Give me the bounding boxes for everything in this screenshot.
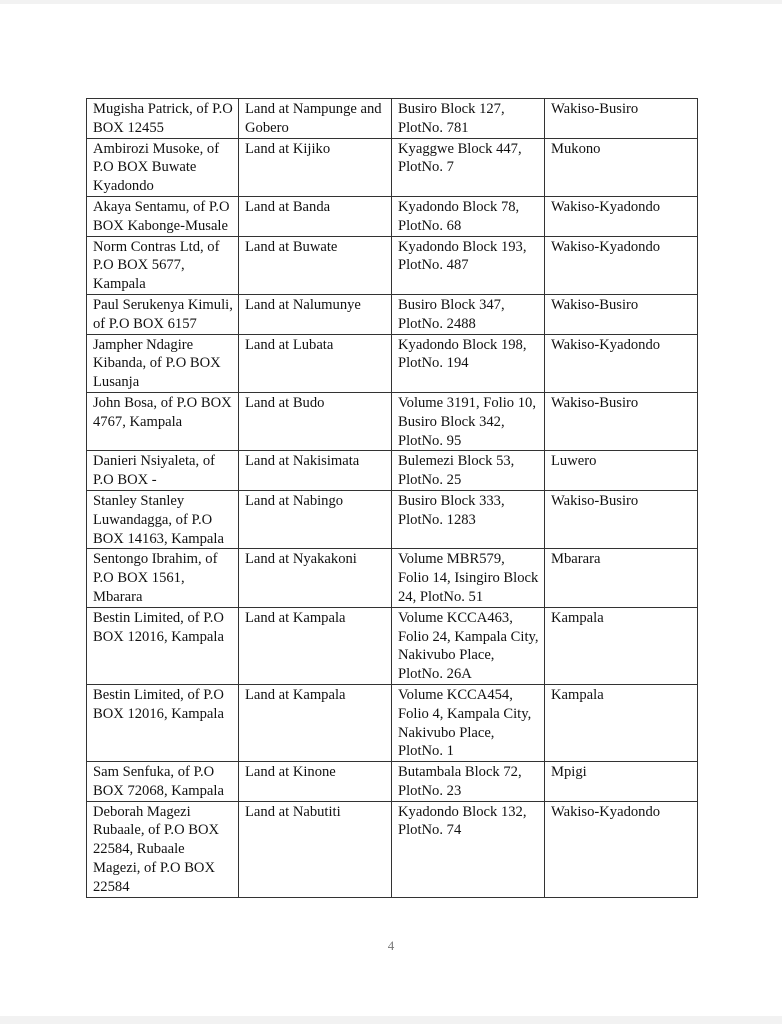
owner-cell: Bestin Limited, of P.O BOX 12016, Kampala <box>87 607 239 684</box>
block-plot-cell: Kyaggwe Block 447, PlotNo. 7 <box>392 138 545 196</box>
owner-cell: John Bosa, of P.O BOX 4767, Kampala <box>87 392 239 450</box>
block-plot-cell: Busiro Block 347, PlotNo. 2488 <box>392 294 545 334</box>
table-row <box>87 607 698 684</box>
district-cell: Wakiso-Kyadondo <box>545 236 698 294</box>
district-cell: Kampala <box>545 607 698 684</box>
table-row <box>87 451 698 491</box>
district-cell: Wakiso-Kyadondo <box>545 196 698 236</box>
block-plot-cell: Volume MBR579, Folio 14, Isingiro Block 24, PlotNo. 51 <box>392 549 545 607</box>
owner-cell: Akaya Sentamu, of P.O BOX Kabonge-Musale <box>87 196 239 236</box>
table-row <box>87 334 698 392</box>
land-location-cell: Land at Nalumunye <box>239 294 392 334</box>
land-location-cell: Land at Nakisimata <box>239 451 392 491</box>
district-cell: Mpigi <box>545 762 698 802</box>
owner-cell: Paul Serukenya Kimuli, of P.O BOX 6157 <box>87 294 239 334</box>
district-cell: Wakiso-Busiro <box>545 392 698 450</box>
land-location-cell: Land at Nyakakoni <box>239 549 392 607</box>
land-register-table <box>86 98 698 898</box>
page-number: 4 <box>387 938 395 953</box>
land-location-cell: Land at Nabutiti <box>239 801 392 897</box>
district-cell: Kampala <box>545 684 698 761</box>
block-plot-cell: Volume KCCA463, Folio 24, Kampala City, Nakivubo Place, PlotNo. 26A <box>392 607 545 684</box>
district-cell: Wakiso-Busiro <box>545 490 698 548</box>
block-plot-cell: Kyadondo Block 132, PlotNo. 74 <box>392 801 545 897</box>
block-plot-cell: Kyadondo Block 198, PlotNo. 194 <box>392 334 545 392</box>
owner-cell: Bestin Limited, of P.O BOX 12016, Kampala <box>87 684 239 761</box>
district-cell: Wakiso-Busiro <box>545 294 698 334</box>
table-row <box>87 99 698 139</box>
district-cell: Mbarara <box>545 549 698 607</box>
table-row <box>87 236 698 294</box>
document-page <box>0 4 782 1016</box>
district-cell: Luwero <box>545 451 698 491</box>
block-plot-cell: Kyadondo Block 193, PlotNo. 487 <box>392 236 545 294</box>
block-plot-cell: Busiro Block 333, PlotNo. 1283 <box>392 490 545 548</box>
block-plot-cell: Butambala Block 72, PlotNo. 23 <box>392 762 545 802</box>
block-plot-cell: Kyadondo Block 78, PlotNo. 68 <box>392 196 545 236</box>
owner-cell: Mugisha Patrick, of P.O BOX 12455 <box>87 99 239 139</box>
owner-cell: Sentongo Ibrahim, of P.O BOX 1561, Mbarara <box>87 549 239 607</box>
table-row <box>87 801 698 897</box>
land-location-cell: Land at Kampala <box>239 684 392 761</box>
block-plot-cell: Volume KCCA454, Folio 4, Kampala City, Nakivubo Place, PlotNo. 1 <box>392 684 545 761</box>
district-cell: Wakiso-Kyadondo <box>545 334 698 392</box>
table-row <box>87 392 698 450</box>
table-row <box>87 490 698 548</box>
land-location-cell: Land at Kampala <box>239 607 392 684</box>
block-plot-cell: Busiro Block 127, PlotNo. 781 <box>392 99 545 139</box>
block-plot-cell: Volume 3191, Folio 10, Busiro Block 342, PlotNo. 95 <box>392 392 545 450</box>
table-row <box>87 138 698 196</box>
land-register-body <box>87 99 698 898</box>
table-row <box>87 196 698 236</box>
land-location-cell: Land at Nabingo <box>239 490 392 548</box>
owner-cell: Deborah Magezi Rubaale, of P.O BOX 22584, Rubaale Magezi, of P.O BOX 22584 <box>87 801 239 897</box>
owner-cell: Sam Senfuka, of P.O BOX 72068, Kampala <box>87 762 239 802</box>
owner-cell: Norm Contras Ltd, of P.O BOX 5677, Kampala <box>87 236 239 294</box>
district-cell: Wakiso-Kyadondo <box>545 801 698 897</box>
land-location-cell: Land at Kinone <box>239 762 392 802</box>
district-cell: Mukono <box>545 138 698 196</box>
owner-cell: Danieri Nsiyaleta, of P.O BOX - <box>87 451 239 491</box>
land-location-cell: Land at Banda <box>239 196 392 236</box>
owner-cell: Ambirozi Musoke, of P.O BOX Buwate Kyadondo <box>87 138 239 196</box>
land-location-cell: Land at Kijiko <box>239 138 392 196</box>
owner-cell: Stanley Stanley Luwandagga, of P.O BOX 14163, Kampala <box>87 490 239 548</box>
table-row <box>87 549 698 607</box>
table-row <box>87 684 698 761</box>
district-cell: Wakiso-Busiro <box>545 99 698 139</box>
land-location-cell: Land at Buwate <box>239 236 392 294</box>
owner-cell: Jampher Ndagire Kibanda, of P.O BOX Lusanja <box>87 334 239 392</box>
land-location-cell: Land at Nampunge and Gobero <box>239 99 392 139</box>
table-row <box>87 294 698 334</box>
block-plot-cell: Bulemezi Block 53, PlotNo. 25 <box>392 451 545 491</box>
land-location-cell: Land at Budo <box>239 392 392 450</box>
land-location-cell: Land at Lubata <box>239 334 392 392</box>
table-row <box>87 762 698 802</box>
